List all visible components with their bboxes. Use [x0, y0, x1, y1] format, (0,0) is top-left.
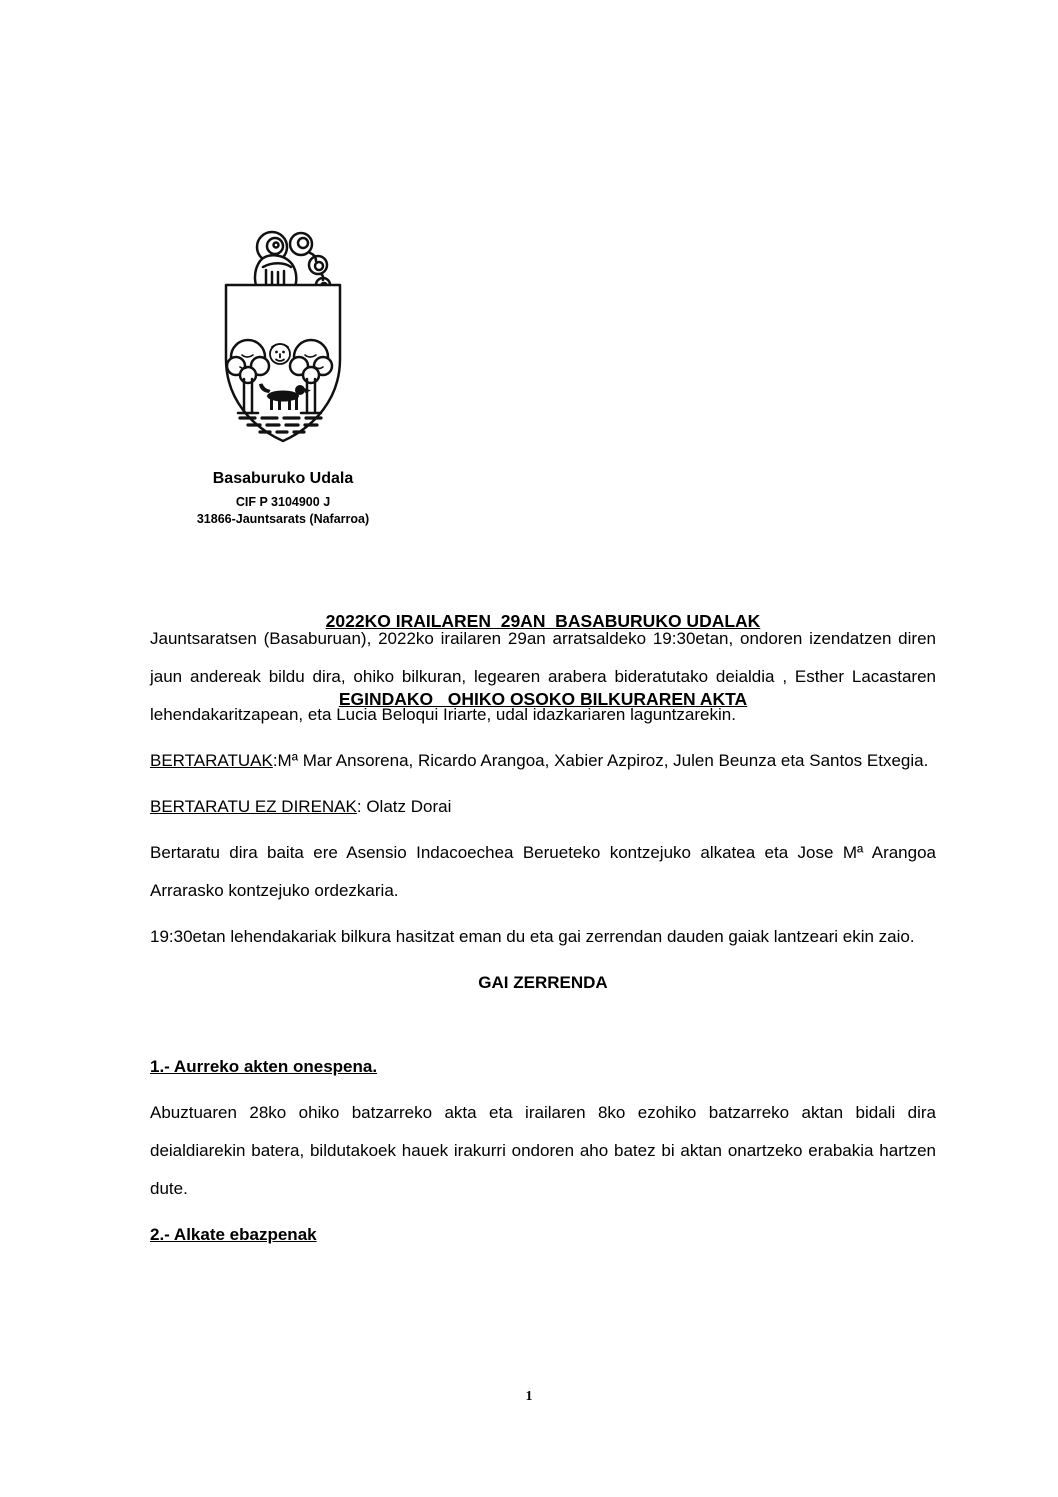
attendees-label: BERTARATUAK [150, 751, 273, 770]
org-address: 31866-Jauntsarats (Nafarroa) [196, 512, 370, 526]
paragraph-intro: Jauntsaratsen (Basaburuan), 2022ko irailaren 29an arratsaldeko 19:30etan, ondoren izendatzen diren jaun andereak bildu dira, ohiko bilkuran, legearen arabera bideratutako deialdia , Esther Lacastaren lehendakaritzapean, eta Lucia Beloqui Iriarte, udal idazkariaren laguntzarekin. [150, 629, 936, 724]
agenda-item1-text: Abuztuaren 28ko ohiko batzarreko akta eta irailaren 8ko ezohiko batzarreko aktan bidali dira deialdiarekin batera, bildutakoek hauek irakurri ondoren aho batez bi aktan onartzeko erabakia hartzen dute. [150, 1103, 936, 1198]
org-cif: CIF P 3104900 J [235, 495, 331, 509]
paragraph-attendees [150, 742, 936, 780]
agenda-item1-heading: 1.- Aurreko akten onespena. [150, 1057, 378, 1076]
org-name: Basaburuko Udala [212, 470, 354, 487]
paragraph-absent [150, 788, 936, 826]
paragraph-also-present: Bertaratu dira baita ere Asensio Indacoechea Berueteko kontzejuko alkatea eta Jose Mª Arangoa Arrarasko kontzejuko ordezkaria. [150, 843, 936, 900]
absent-text: : Olatz Dorai [356, 797, 452, 816]
absent-label: BERTARATU EZ DIRENAK [150, 797, 357, 816]
letterhead [150, 227, 416, 528]
agenda-heading: GAI ZERRENDA [478, 973, 608, 992]
document-title-line2: EGINDAKO OHIKO OSOKO BILKURAREN AKTA [338, 689, 748, 709]
attendees-text: :Mª Mar Ansorena, Ricardo Arangoa, Xabier Azpiroz, Julen Beunza eta Santos Etxegia. [272, 751, 929, 770]
agenda-item2-heading: 2.- Alkate ebazpenak [150, 1225, 317, 1244]
document-title-line1: 2022KO IRAILAREN 29AN BASABURUKO UDALAK [325, 611, 761, 631]
document-body [150, 620, 936, 1262]
page-number: 1 [525, 1389, 533, 1404]
paragraph-session-start: 19:30etan lehendakariak bilkura hasitzat eman du eta gai zerrendan dauden gaiak lantzeari ekin zaio. [150, 927, 915, 946]
basaburua-coat-of-arms-icon [220, 227, 346, 443]
